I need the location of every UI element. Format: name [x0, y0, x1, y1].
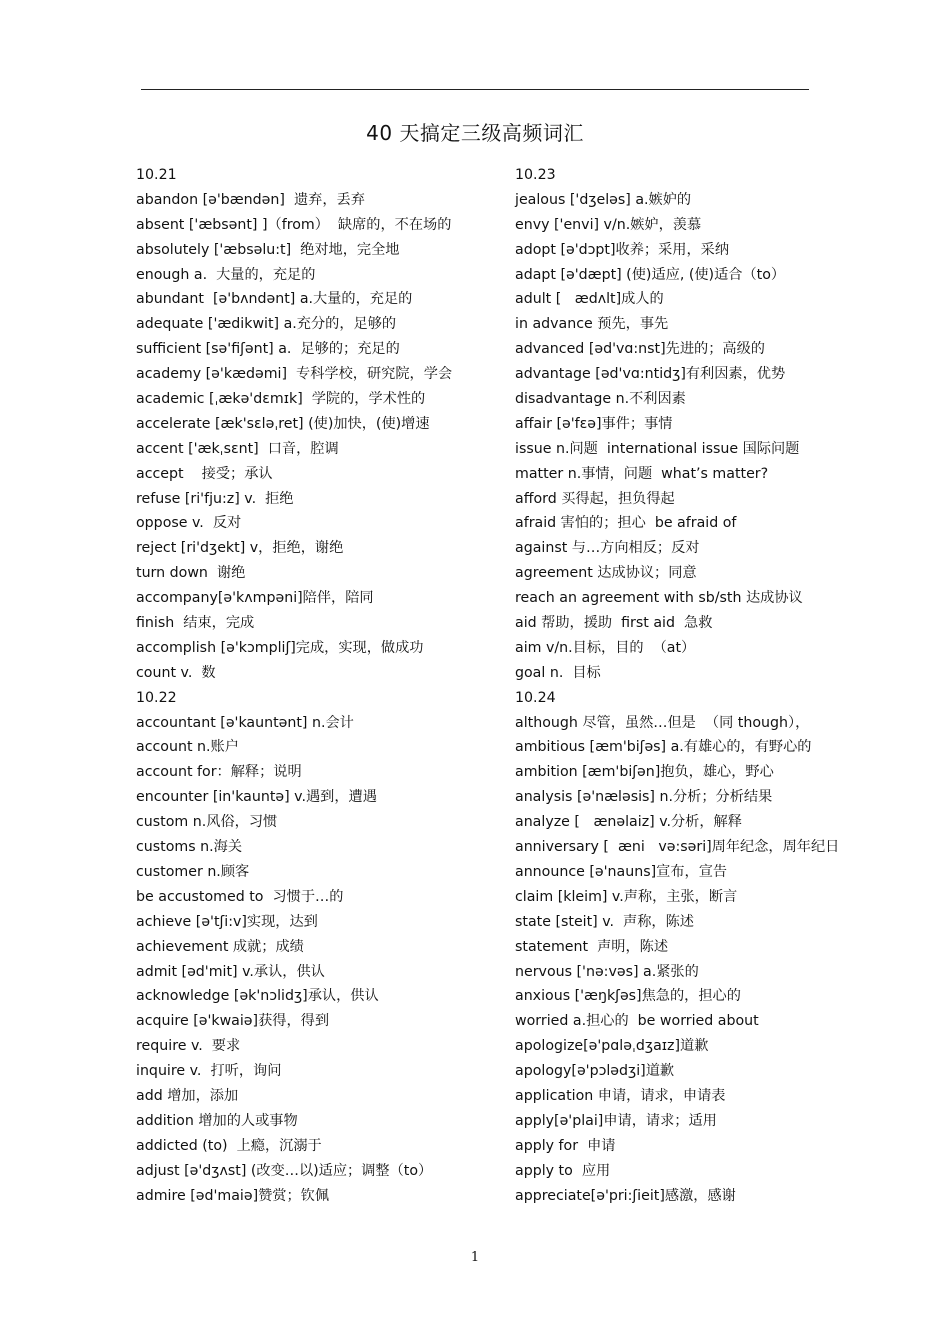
vocab-entry: acquire [ə'kwaiə]获得，得到 [136, 1013, 330, 1030]
vocab-entry: matter n.事情，问题 what’s matter? [515, 465, 769, 482]
vocab-entry: refuse [ri'fju:z] v. 拒绝 [136, 490, 294, 507]
page-title: 40 天搞定三级高频词汇 [366, 121, 584, 145]
vocab-entry: customer n.顾客 [136, 863, 250, 880]
vocab-entry: issue n.问题 international issue 国际问题 [515, 440, 800, 457]
vocab-entry: add 增加，添加 [136, 1087, 239, 1104]
vocab-entry: apply to 应用 [515, 1162, 611, 1179]
vocab-entry: account n.账户 [136, 739, 239, 756]
vocab-entry: abundant [ə'bʌndənt] a.大量的，充足的 [136, 291, 413, 308]
vocab-entry: aid 帮助，援助 first aid 急救 [515, 615, 713, 632]
vocab-entry: admit [əd'mit] v.承认，供认 [136, 963, 325, 980]
vocab-entry: apology[ə'pɔlədʒi]道歉 [515, 1063, 675, 1080]
vocab-entry: although 尽管，虽然…但是 （同 though）， [515, 714, 810, 731]
vocab-entry: nervous ['nə:vəs] a.紧张的 [515, 963, 699, 980]
vocab-entry: addicted (to) 上瘾，沉溺于 [136, 1137, 322, 1154]
vocab-entry: count v. 数 [136, 664, 216, 681]
vocab-entry: academy [ə'kædəmi] 专科学校，研究院，学会 [136, 366, 453, 383]
vocab-entry: finish 结束，完成 [136, 615, 255, 632]
vocab-entry: worried a.担心的 be worried about [515, 1013, 759, 1030]
vocab-entry: account for：解释；说明 [136, 764, 302, 781]
vocab-entry: absolutely ['æbsəlu:t] 绝对地，完全地 [136, 241, 400, 258]
header-rule [141, 89, 809, 90]
vocab-entry: aim v/n.目标，目的 （at） [515, 639, 696, 656]
vocab-entry: ambitious [æm'biʃəs] a.有雄心的，有野心的 [515, 739, 812, 756]
date-heading: 10.24 [515, 689, 556, 706]
vocab-entry: in advance 预先，事先 [515, 316, 669, 333]
vocab-entry: custom n.风俗，习惯 [136, 814, 278, 831]
vocab-entry: afraid 害怕的；担心 be afraid of [515, 515, 737, 532]
vocab-entry: achieve [ə'tʃi:v]实现，达到 [136, 913, 318, 930]
vocab-entry: oppose v. 反对 [136, 515, 242, 532]
vocab-entry: agreement 达成协议；同意 [515, 565, 697, 582]
vocab-entry: statement 声明，陈述 [515, 938, 669, 955]
vocab-entry: reach an agreement with sb/sth 达成协议 [515, 590, 803, 607]
vocab-entry: adjust [ə'dʒʌst] (改变…以)适应；调整（to） [136, 1162, 433, 1179]
vocab-entry: afford 买得起，担负得起 [515, 490, 675, 507]
vocab-entry: enough a. 大量的，充足的 [136, 266, 316, 283]
vocab-entry: be accustomed to 习惯于…的 [136, 888, 344, 905]
vocab-entry: apply[ə'plai]申请，请求；适用 [515, 1112, 717, 1129]
vocab-entry: against 与…方向相反；反对 [515, 540, 700, 557]
vocab-entry: abandon [ə'bændən] 遗弃，丢弃 [136, 191, 365, 208]
vocab-entry: ambition [æm'biʃən]抱负，雄心，野心 [515, 764, 774, 781]
vocab-entry: addition 增加的人或事物 [136, 1112, 298, 1129]
vocab-entry: announce [ə'nauns]宣布，宣告 [515, 863, 728, 880]
left-column [136, 163, 506, 1208]
vocab-entry: anxious ['æŋkʃəs]焦急的，担心的 [515, 988, 741, 1005]
vocab-entry: advantage [əd'vɑ:ntidʒ]有利因素，优势 [515, 366, 786, 383]
vocab-entry: goal n. 目标 [515, 664, 601, 681]
vocab-entry: accompany[ə'kʌmpəni]陪伴，陪同 [136, 590, 374, 607]
vocab-entry: accountant [ə'kauntənt] n.会计 [136, 714, 354, 731]
vocab-entry: accelerate [æk'sɛləˌret] (使)加快，(使)增速 [136, 415, 430, 432]
vocab-entry: apologize[ə'pɑləˌdʒaɪz]道歉 [515, 1038, 709, 1055]
vocab-entry: adequate ['ædikwit] a.充分的，足够的 [136, 316, 397, 333]
vocab-entry: sufficient [sə'fiʃənt] a. 足够的；充足的 [136, 341, 400, 358]
vocab-entry: anniversary [ æni və:səri]周年纪念，周年纪日 [515, 839, 840, 856]
vocab-entry: accent ['ækˌsɛnt] 口音，腔调 [136, 440, 339, 457]
vocab-entry: acknowledge [ək'nɔlidʒ]承认，供认 [136, 988, 379, 1005]
right-column [515, 163, 935, 1208]
vocab-entry: affair [ə'fɛə]事件；事情 [515, 415, 673, 432]
vocab-entry: customs n.海关 [136, 839, 243, 856]
vocab-entry: appreciate[ə'pri:ʃieit]感激，感谢 [515, 1187, 736, 1204]
date-heading: 10.23 [515, 167, 556, 183]
vocab-entry: application 申请，请求，申请表 [515, 1087, 726, 1104]
vocab-entry: accept 接受；承认 [136, 465, 273, 482]
vocab-entry: apply for 申请 [515, 1137, 616, 1154]
date-heading: 10.22 [136, 689, 177, 706]
vocab-entry: adopt [ə'dɔpt]收养；采用，采纳 [515, 241, 730, 258]
vocab-entry: envy ['envi] v/n.嫉妒，羡慕 [515, 216, 702, 233]
vocab-entry: admire [əd'maiə]赞赏；钦佩 [136, 1187, 330, 1204]
date-heading: 10.21 [136, 167, 177, 183]
vocab-entry: encounter [in'kauntə] v.遇到，遭遇 [136, 789, 377, 806]
vocab-entry: adapt [ə'dæpt] (使)适应, (使)适合（to） [515, 266, 786, 283]
vocab-entry: require v. 要求 [136, 1038, 241, 1055]
vocab-entry: achievement 成就；成绩 [136, 938, 304, 955]
vocab-entry: accomplish [ə'kɔmpliʃ]完成，实现，做成功 [136, 639, 424, 656]
vocab-entry: reject [ri'dʒekt] v，拒绝，谢绝 [136, 540, 344, 557]
vocab-entry: analyze [ ænəlaiz] v.分析，解释 [515, 814, 742, 831]
vocab-entry: inquire v. 打听，询问 [136, 1063, 282, 1080]
vocab-entry: state [steit] v. 声称，陈述 [515, 913, 694, 930]
vocab-entry: advanced [əd'vɑ:nst]先进的；高级的 [515, 341, 765, 358]
vocab-entry: absent ['æbsənt] ]（from） 缺席的，不在场的 [136, 216, 452, 233]
vocab-entry: adult [ ædʌlt]成人的 [515, 291, 664, 308]
vocab-entry: academic [ˌækə'dɛmɪk] 学院的，学术性的 [136, 391, 426, 408]
vocab-entry: jealous ['dʒeləs] a.嫉妒的 [515, 191, 692, 208]
vocab-entry: analysis [ə'næləsis] n.分析；分析结果 [515, 789, 773, 806]
vocab-entry: turn down 谢绝 [136, 565, 246, 582]
page-number: 1 [470, 1250, 480, 1265]
vocab-entry: claim [kleim] v.声称，主张，断言 [515, 888, 738, 905]
vocab-entry: disadvantage n.不利因素 [515, 391, 686, 408]
